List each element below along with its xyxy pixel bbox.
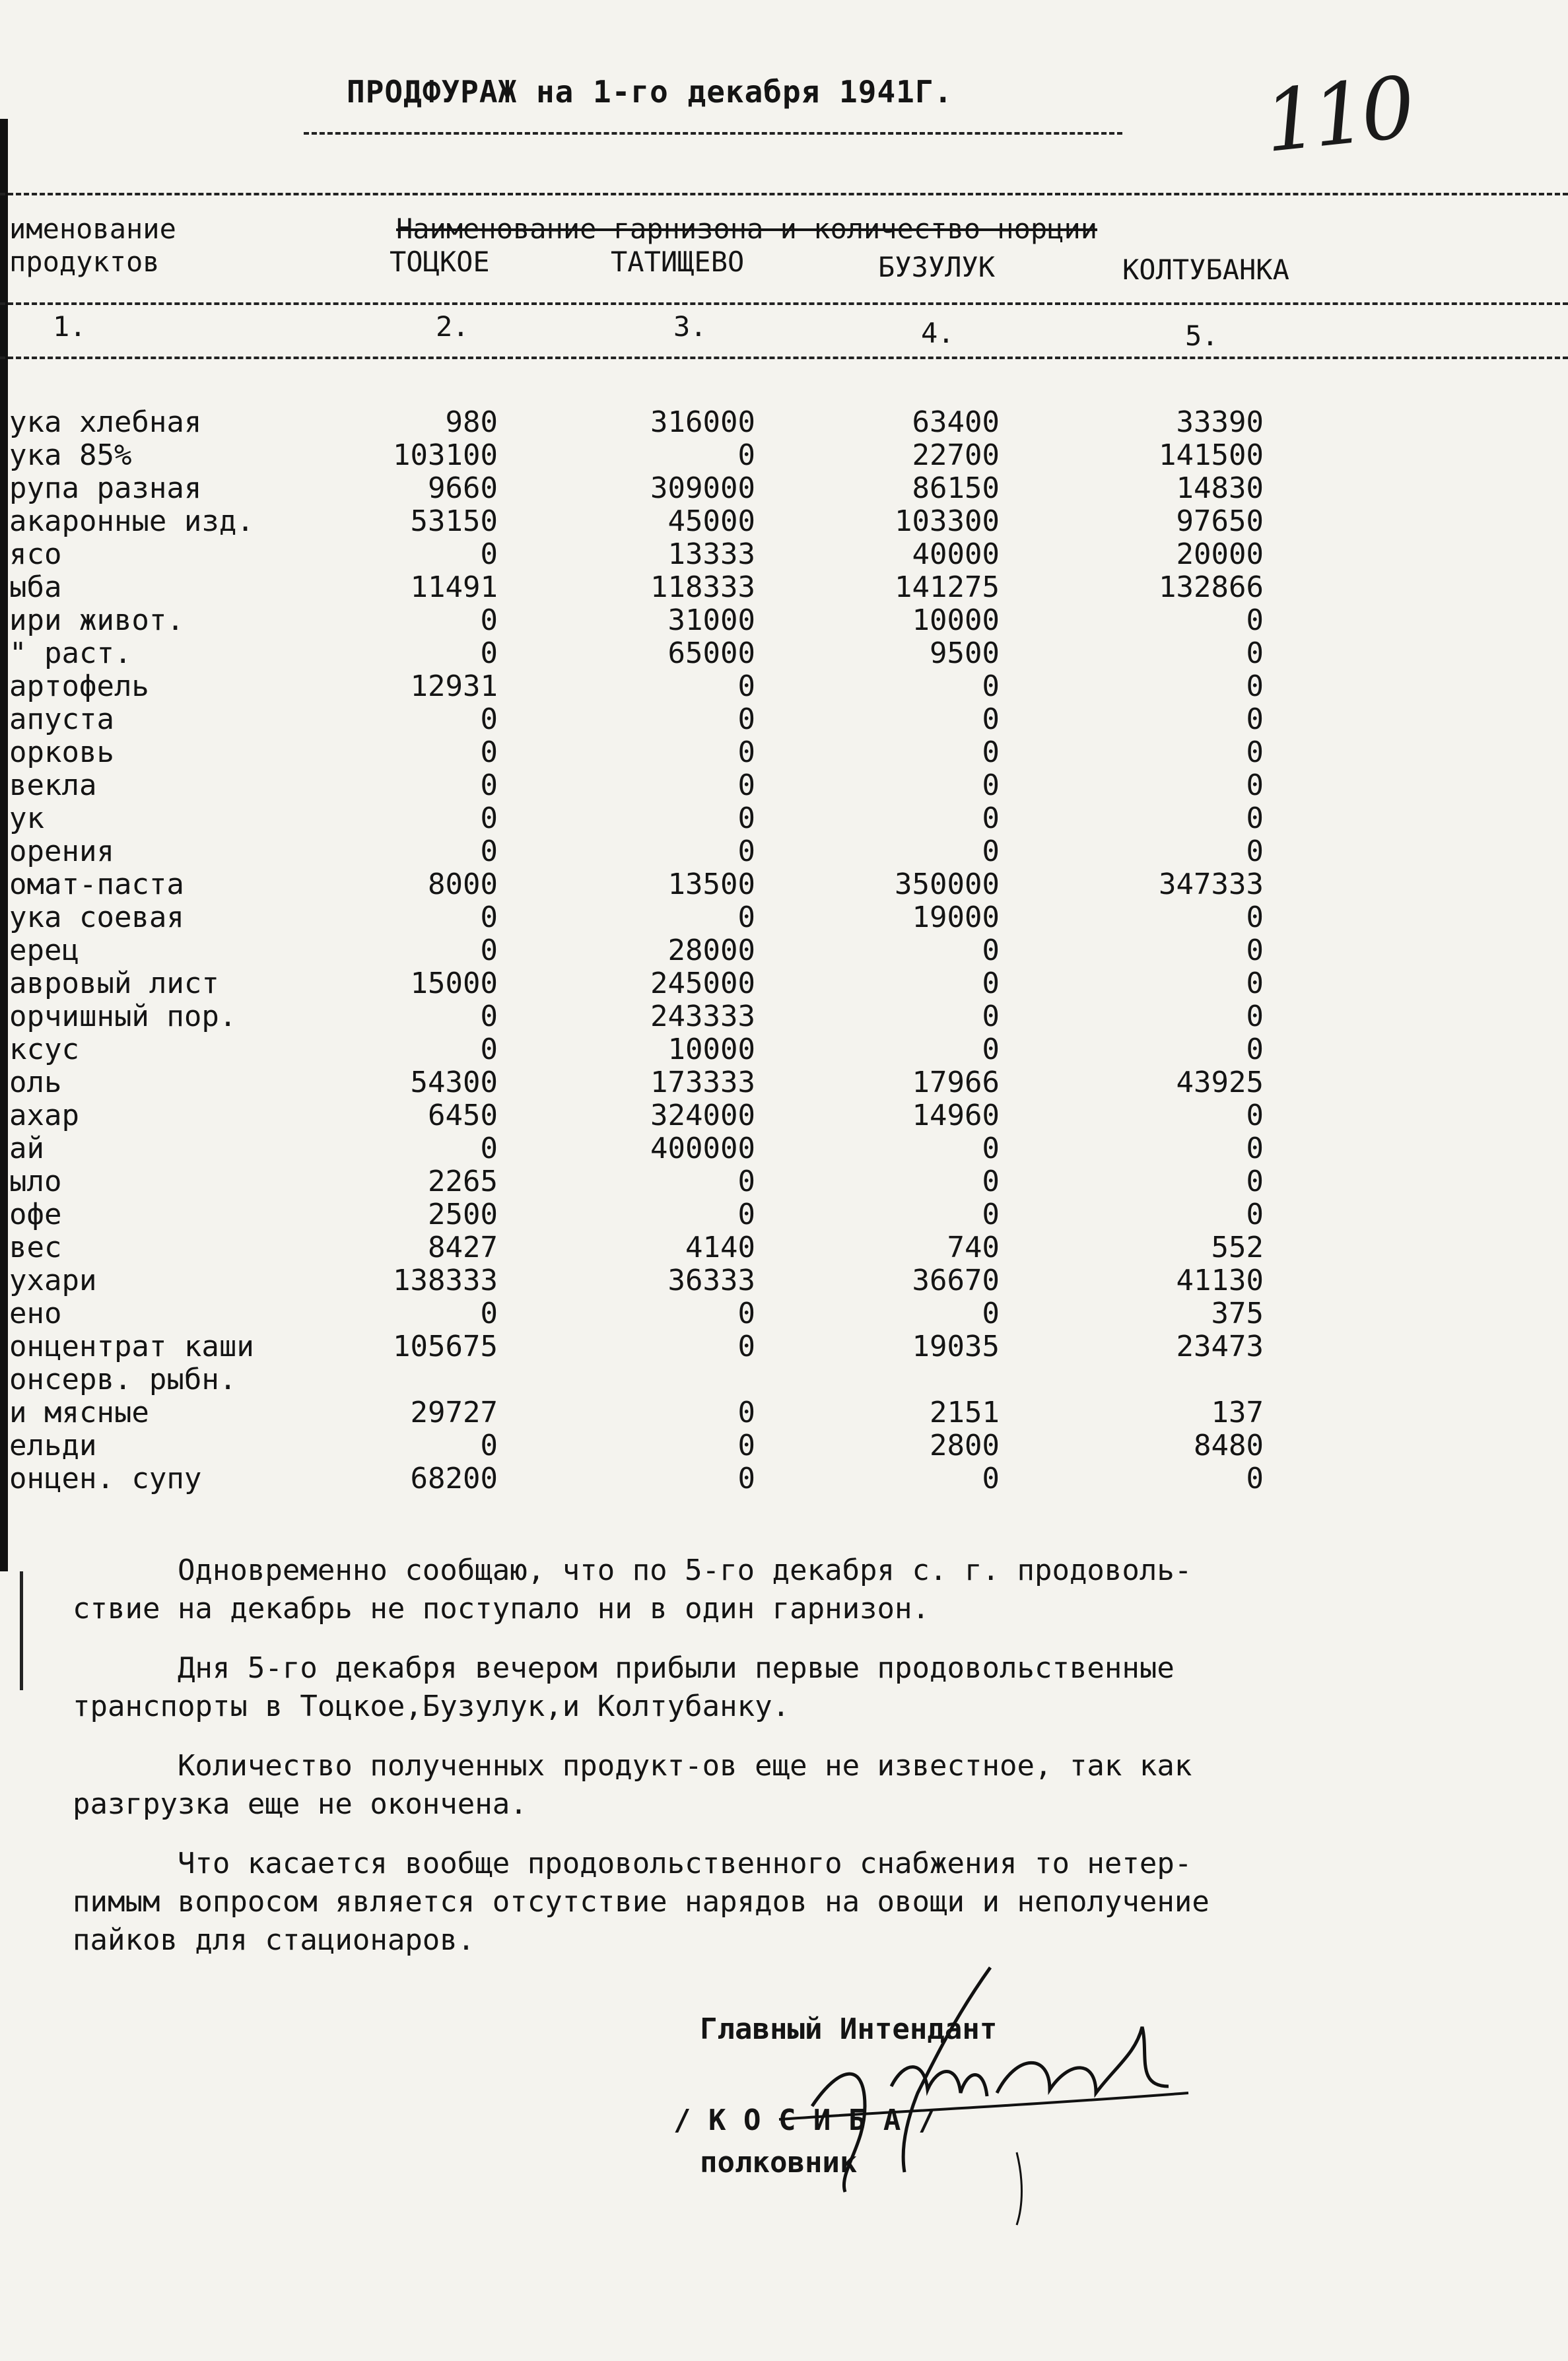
paragraph-1: Одновременно сообщаю, что по 5-го декабря с. г. продоволь- ствие на декабрь не поступало ни в один гарнизон.: [73, 1554, 1192, 1625]
quantity-cell: 0: [1246, 1198, 1264, 1231]
product-name: ено: [9, 1297, 62, 1330]
quantity-cell: 0: [737, 1396, 755, 1429]
quantity-cell: 0: [480, 1000, 498, 1033]
quantity-cell: 36333: [667, 1264, 755, 1297]
quantity-cell: 0: [737, 769, 755, 802]
garrison-header-totskoe: ТОЦКОЕ: [390, 246, 490, 278]
garrison-header-koltubanka: КОЛТУБАНКА: [1122, 254, 1289, 286]
product-name: онцентрат каши: [9, 1330, 254, 1363]
quantity-cell: 0: [1246, 835, 1264, 868]
product-name: орчишный пор.: [9, 1000, 237, 1033]
quantity-cell: 0: [737, 1330, 755, 1363]
quantity-cell: 0: [737, 1297, 755, 1330]
garrison-header-buzuluk: БУЗУЛУК: [878, 251, 996, 283]
quantity-cell: 13500: [667, 868, 755, 901]
table-row: [9, 1033, 1297, 1066]
product-name: орковь: [9, 736, 114, 769]
quantity-cell: 23473: [1176, 1330, 1264, 1363]
quantity-cell: 0: [480, 636, 498, 670]
table-row: [9, 1330, 1297, 1363]
product-name: ири живот.: [9, 604, 184, 637]
quantity-cell: 0: [1246, 636, 1264, 670]
table-row: [9, 934, 1297, 967]
quantity-cell: 103300: [895, 504, 1000, 538]
quantity-cell: 0: [982, 1000, 1000, 1033]
col-number-4: 4.: [921, 317, 955, 349]
paragraph-2: Дня 5-го декабря вечером прибыли первые продовольственные транспорты в Тоцкое,Бузулук,и Колтубанку.: [73, 1651, 1175, 1723]
quantity-cell: 0: [737, 1462, 755, 1495]
product-name: авровый лист: [9, 967, 219, 1000]
quantity-cell: 2500: [428, 1198, 498, 1231]
quantity-cell: 0: [480, 1033, 498, 1066]
header-separator: [0, 302, 1568, 305]
quantity-cell: 316000: [650, 405, 755, 439]
signature-name: / К О С И Б А /: [673, 2104, 936, 2137]
quantity-cell: 243333: [650, 1000, 755, 1033]
quantity-cell: 0: [480, 1132, 498, 1165]
quantity-cell: 19035: [912, 1330, 1000, 1363]
product-name: ука соевая: [9, 901, 184, 934]
quantity-cell: 43925: [1176, 1066, 1264, 1099]
product-name: акаронные изд.: [9, 505, 254, 538]
quantity-cell: 740: [947, 1231, 1000, 1264]
quantity-cell: 0: [480, 603, 498, 637]
table-row: [9, 1066, 1297, 1099]
table-row: [9, 1099, 1297, 1132]
quantity-cell: 0: [982, 1198, 1000, 1231]
table-row: [9, 505, 1297, 538]
handwritten-signature: [739, 1954, 1202, 2232]
product-name: ясо: [9, 538, 62, 571]
paragraph-4: Что касается вообще продовольственного снабжения то нетер- пимым вопросом является отсутствие нарядов на овощи и неполучение пайков для стационаров.: [73, 1847, 1210, 1957]
quantity-cell: 2151: [930, 1396, 1000, 1429]
product-name: вес: [9, 1231, 62, 1264]
product-name: ай: [9, 1132, 44, 1165]
quantity-cell: 0: [737, 901, 755, 934]
quantity-cell: 45000: [667, 504, 755, 538]
quantity-cell: 0: [480, 901, 498, 934]
col-number-3: 3.: [673, 310, 707, 343]
quantity-cell: 31000: [667, 603, 755, 637]
product-name: ахар: [9, 1099, 79, 1132]
quantity-cell: 0: [480, 934, 498, 967]
col-number-2: 2.: [436, 310, 469, 343]
quantity-cell: 8000: [428, 868, 498, 901]
quantity-cell: 400000: [650, 1132, 755, 1165]
product-name: ука хлебная: [9, 406, 202, 439]
quantity-cell: 0: [1246, 702, 1264, 736]
quantity-cell: 20000: [1176, 537, 1264, 571]
quantity-cell: 2265: [428, 1165, 498, 1198]
table-row: [9, 1198, 1297, 1231]
quantity-cell: 0: [480, 802, 498, 835]
table-row: [9, 901, 1297, 934]
quantity-cell: 375: [1211, 1297, 1264, 1330]
quantity-cell: 54300: [410, 1066, 498, 1099]
quantity-cell: 10000: [667, 1033, 755, 1066]
table-row: [9, 637, 1297, 670]
quantity-cell: 10000: [912, 603, 1000, 637]
product-name: ухари: [9, 1264, 97, 1297]
quantity-cell: 0: [480, 736, 498, 769]
quantity-cell: 8480: [1194, 1429, 1264, 1462]
quantity-cell: 97650: [1176, 504, 1264, 538]
quantity-cell: 2800: [930, 1429, 1000, 1462]
quantity-cell: 0: [480, 1297, 498, 1330]
table-row: [9, 1231, 1297, 1264]
quantity-cell: 0: [737, 669, 755, 703]
product-name: орения: [9, 835, 114, 868]
quantity-cell: 29727: [410, 1396, 498, 1429]
quantity-cell: 0: [480, 835, 498, 868]
product-name: ука 85%: [9, 439, 132, 472]
quantity-cell: 0: [982, 1165, 1000, 1198]
quantity-cell: 0: [1246, 769, 1264, 802]
left-edge-shadow: [0, 119, 8, 1571]
table-row: [9, 1165, 1297, 1198]
quantity-cell: 0: [480, 537, 498, 571]
table-row: [9, 736, 1297, 769]
quantity-cell: 118333: [650, 570, 755, 604]
quantity-cell: 0: [480, 702, 498, 736]
quantity-cell: 0: [737, 1198, 755, 1231]
quantity-cell: 0: [1246, 802, 1264, 835]
quantity-cell: 0: [737, 438, 755, 472]
quantity-cell: 14830: [1176, 471, 1264, 505]
quantity-cell: 245000: [650, 967, 755, 1000]
quantity-cell: 0: [1246, 603, 1264, 637]
quantity-cell: 0: [982, 669, 1000, 703]
quantity-cell: 0: [982, 967, 1000, 1000]
table-row: [9, 571, 1297, 604]
quantity-cell: 173333: [650, 1066, 755, 1099]
quantity-cell: 68200: [410, 1462, 498, 1495]
quantity-cell: 41130: [1176, 1264, 1264, 1297]
quantity-cell: 0: [1246, 1165, 1264, 1198]
garrison-group-header: Наименование гарнизона и количество норции: [396, 213, 1098, 245]
quantity-cell: 0: [737, 1165, 755, 1198]
quantity-cell: 0: [737, 835, 755, 868]
quantity-cell: 4140: [685, 1231, 755, 1264]
supply-table: [9, 406, 1297, 1495]
table-row: [9, 1264, 1297, 1297]
quantity-cell: 103100: [393, 438, 498, 472]
quantity-cell: 0: [1246, 669, 1264, 703]
quantity-cell: 36670: [912, 1264, 1000, 1297]
quantity-cell: 0: [982, 1297, 1000, 1330]
quantity-cell: 40000: [912, 537, 1000, 571]
quantity-cell: 0: [1246, 901, 1264, 934]
quantity-cell: 0: [1246, 1000, 1264, 1033]
product-name: офе: [9, 1198, 62, 1231]
quantity-cell: 0: [1246, 1462, 1264, 1495]
quantity-cell: 0: [1246, 1132, 1264, 1165]
signature-position: Главный Интендант: [700, 2012, 998, 2046]
product-name: оль: [9, 1066, 62, 1099]
quantity-cell: 552: [1211, 1231, 1264, 1264]
quantity-cell: 309000: [650, 471, 755, 505]
left-edge-mark: [20, 1571, 23, 1690]
quantity-cell: 350000: [895, 868, 1000, 901]
product-name: ыло: [9, 1165, 62, 1198]
table-row: [9, 868, 1297, 901]
quantity-cell: 53150: [410, 504, 498, 538]
quantity-cell: 137: [1211, 1396, 1264, 1429]
quantity-cell: 0: [737, 702, 755, 736]
product-name: ельди: [9, 1429, 97, 1462]
col1-header-line2: продуктов: [9, 246, 160, 278]
product-name: векла: [9, 769, 97, 802]
table-row: [9, 1462, 1297, 1495]
table-row: [9, 703, 1297, 736]
table-row: [9, 538, 1297, 571]
col1-header-line1: именование: [9, 213, 176, 245]
product-name: рупа разная: [9, 472, 202, 505]
table-row: [9, 1000, 1297, 1033]
quantity-cell: 0: [1246, 967, 1264, 1000]
product-name: апуста: [9, 703, 114, 736]
quantity-cell: 9500: [930, 636, 1000, 670]
quantity-cell: 6450: [428, 1099, 498, 1132]
quantity-cell: 141500: [1159, 438, 1264, 472]
product-name: ксус: [9, 1033, 79, 1066]
garrison-header-tatishchevo: ТАТИЩЕВО: [611, 246, 745, 278]
product-name: ук: [9, 802, 44, 835]
quantity-cell: 17966: [912, 1066, 1000, 1099]
quantity-cell: 0: [737, 1429, 755, 1462]
quantity-cell: 132866: [1159, 570, 1264, 604]
quantity-cell: 0: [1246, 1099, 1264, 1132]
quantity-cell: 141275: [895, 570, 1000, 604]
table-top-rule: [0, 193, 1568, 195]
quantity-cell: 15000: [410, 967, 498, 1000]
quantity-cell: 138333: [393, 1264, 498, 1297]
table-row: [9, 604, 1297, 637]
quantity-cell: 0: [982, 802, 1000, 835]
quantity-cell: 0: [1246, 934, 1264, 967]
quantity-cell: 0: [982, 736, 1000, 769]
quantity-cell: 0: [1246, 1033, 1264, 1066]
quantity-cell: 33390: [1176, 405, 1264, 439]
quantity-cell: 12931: [410, 669, 498, 703]
quantity-cell: 86150: [912, 471, 1000, 505]
quantity-cell: 8427: [428, 1231, 498, 1264]
quantity-cell: 0: [982, 769, 1000, 802]
quantity-cell: 0: [982, 702, 1000, 736]
title-underline: [304, 132, 1122, 135]
col-number-5: 5.: [1185, 320, 1219, 352]
quantity-cell: 22700: [912, 438, 1000, 472]
quantity-cell: 11491: [410, 570, 498, 604]
quantity-cell: 65000: [667, 636, 755, 670]
quantity-cell: 0: [982, 835, 1000, 868]
archive-number: 110: [1259, 58, 1415, 172]
product-name: " раст.: [9, 637, 132, 670]
quantity-cell: 63400: [912, 405, 1000, 439]
quantity-cell: 347333: [1159, 868, 1264, 901]
product-name: омат-паста: [9, 868, 184, 901]
quantity-cell: 9660: [428, 471, 498, 505]
col-number-1: 1.: [53, 310, 86, 343]
table-row: [9, 769, 1297, 802]
table-row: [9, 1396, 1297, 1429]
product-name: онцен. супу: [9, 1462, 202, 1495]
quantity-cell: 324000: [650, 1099, 755, 1132]
quantity-cell: 105675: [393, 1330, 498, 1363]
product-name: и мясные: [9, 1396, 149, 1429]
quantity-cell: 0: [982, 1462, 1000, 1495]
table-row: [9, 472, 1297, 505]
quantity-cell: 0: [737, 802, 755, 835]
table-row: [9, 802, 1297, 835]
table-row: [9, 1132, 1297, 1165]
table-row: [9, 1297, 1297, 1330]
quantity-cell: 0: [1246, 736, 1264, 769]
quantity-cell: 0: [982, 1132, 1000, 1165]
numbering-separator: [0, 357, 1568, 359]
product-name: артофель: [9, 670, 149, 703]
product-name: онсерв. рыбн.: [9, 1363, 237, 1396]
quantity-cell: 0: [982, 1033, 1000, 1066]
signature-rank: полковник: [700, 2146, 858, 2179]
quantity-cell: 0: [480, 769, 498, 802]
table-row: [9, 439, 1297, 472]
quantity-cell: 980: [445, 405, 498, 439]
document-title: ПРОДФУРАЖ на 1-го декабря 1941Г.: [347, 74, 953, 110]
quantity-cell: 28000: [667, 934, 755, 967]
table-row: [9, 670, 1297, 703]
quantity-cell: 13333: [667, 537, 755, 571]
quantity-cell: 0: [982, 934, 1000, 967]
quantity-cell: 19000: [912, 901, 1000, 934]
quantity-cell: 0: [737, 736, 755, 769]
quantity-cell: 0: [480, 1429, 498, 1462]
table-row: [9, 967, 1297, 1000]
product-name: ыба: [9, 571, 62, 604]
product-name: ерец: [9, 934, 79, 967]
paragraph-3: Количество полученных продукт-ов еще не известное, так как разгрузка еще не окончена.: [73, 1749, 1192, 1821]
table-row: [9, 406, 1297, 439]
table-row: [9, 835, 1297, 868]
table-row: [9, 1429, 1297, 1462]
quantity-cell: 14960: [912, 1099, 1000, 1132]
table-row: [9, 1363, 1297, 1396]
